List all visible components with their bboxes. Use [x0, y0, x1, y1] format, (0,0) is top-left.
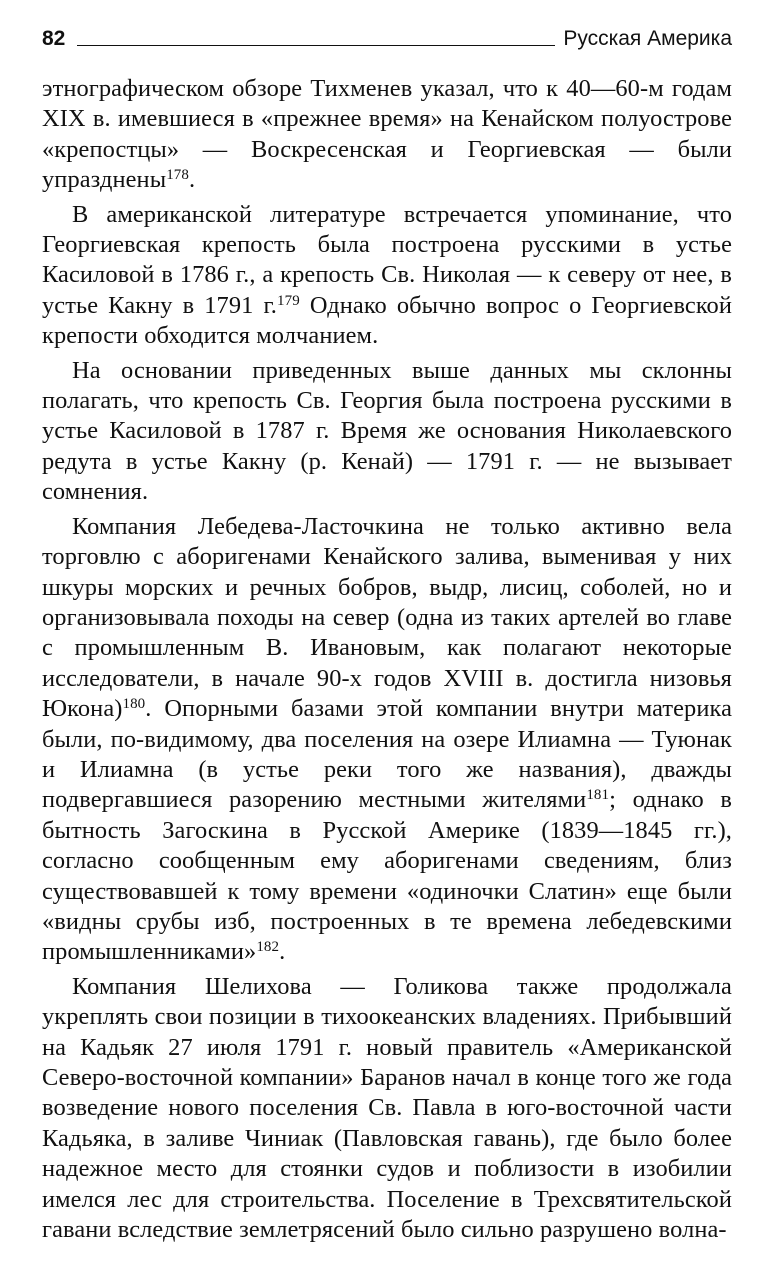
text-run: Компания Шелихова — Голикова также продолжала укреплять свои позиции в тихоокеанских владениях. Прибывший на Кадьяк 27 июля 1791 г. новый правитель «Американской Северо-восточной компании» Баранов начал в конце того же года возведение нового поселения Св. Павла в юго-восточной части Кадьяка, в заливе Чиниак (Павловская гавань), где было более надежное место для стоянки судов и поблизости в изобилии имелся лес для строительства. Поселение в Трехсвятительской гавани вследствие землетрясений было сильно разрушено волна- [42, 972, 732, 1244]
running-header [42, 22, 732, 52]
page-number: 82 [42, 27, 66, 50]
text-run: Однако обычно вопрос о Георгиевской крепости обходится молчанием. [42, 291, 733, 350]
paragraph [42, 356, 732, 508]
footnote-marker: 180 [122, 695, 146, 712]
text-run: . [189, 166, 196, 194]
paragraph [42, 74, 732, 196]
text-run: На основании приведенных выше данных мы склонны полагать, что крепость Св. Георгия была построена русскими в устье Касиловой в 1787 г. Время же основания Николаевского редута в устье Какну (р. Кенай) — 1791 г. — не вызывает сомнения. [42, 356, 732, 506]
footnote-marker: 182 [256, 939, 280, 956]
running-title: Русская Америка [563, 27, 732, 50]
paragraph [42, 972, 732, 1246]
footnote-marker: 181 [586, 787, 610, 804]
text-run: . Опорными базами этой компании внутри материка были, по-видимому, два поселения на озере Илиамна — Туюнак и Илиамна (в устье реки того же названия), дважды подвергавшиеся разорению местными жителями [42, 695, 732, 814]
text-run: . [279, 938, 286, 966]
text-run: В американской литературе встречается упоминание, что Георгиевская крепость была построена русскими в устье Касиловой в 1786 г., а крепость Св. Николая — к северу от нее, в устье Какну в 1791 г. [42, 200, 732, 319]
paragraph [42, 512, 732, 968]
body-text [42, 74, 732, 1245]
footnote-marker: 178 [166, 166, 190, 183]
text-run: ; однако в бытность Загоскина в Русской Америке (1839—1845 гг.), согласно сообщенным ему аборигенами сведениям, близ существовавшей к тому времени «одиночки Слатин» еще были «видны срубы изб, построенных в те времена лебедевскими промышленниками» [42, 786, 733, 966]
text-run: Компания Лебедева-Ласточкина не только активно вела торговлю с аборигенами Кенайского залива, выменивая у них шкуры морских и речных бобров, выдр, лисиц, соболей, но и организовывала походы на север (одна из таких артелей во главе с промышленным В. Ивановым, как полагают некоторые исследователи, в начале 90-х годов XVIII в. достигла низовья Юкона) [42, 512, 732, 723]
header-rule [77, 45, 555, 46]
paragraph [42, 200, 732, 352]
text-run: этнографическом обзоре Тихменев указал, что к 40—60-м годам XIX в. имевшиеся в «прежнее время» на Кенайском полуострове «крепостцы» — Воскресенская и Георгиевская — были упразднены [42, 75, 732, 194]
book-page [42, 22, 732, 1249]
footnote-marker: 179 [277, 292, 300, 309]
